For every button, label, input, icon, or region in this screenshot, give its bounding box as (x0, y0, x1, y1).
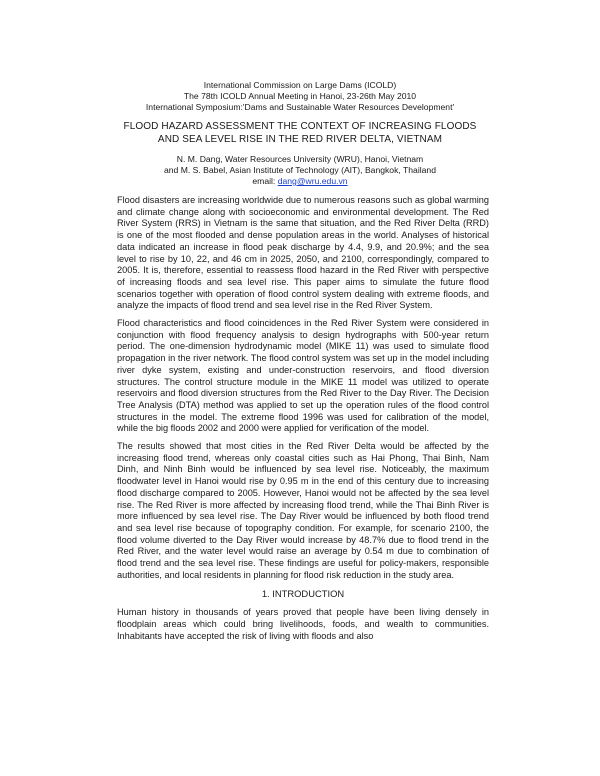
author-line-2: and M. S. Babel, Asian Institute of Technology (AIT), Bangkok, Thailand (164, 165, 436, 175)
introduction-paragraph: Human history in thousands of years proved that people have been living densely in floodplain areas which could bring livelihoods, foods, and wealth to communities. Inhabitants have accepted the risk of living with floods and also (117, 607, 489, 641)
email-label: email: (252, 176, 278, 186)
abstract-paragraph-3: The results showed that most cities in the Red River Delta would be affected by the increasing flood trend, whereas only coastal cities such as Hai Phong, Thai Binh, Nam Dinh, and Ninh Binh would be influenced by sea level rise. Noticeably, the maximum floodwater level in Hanoi would rise by 0.95 m in the end of this century due to increasing flood discharge compared to 2005. However, Hanoi would not be affected by the sea level rise. The Red River is more affected by increasing flood trend, while the Thai Binh River is more influenced by sea level rise. The Day River would be influenced by both flood trend and sea level rise because of topography condition. For example, for scenario 2100, the flood volume diverted to the Day River would increase by 48.7% due to flood trend in the Red River, and the water level would raise an average by 0.54 m due to combination of flood trend and the sea level rise. These findings are useful for policy-makers, responsible authorities, and local residents in planning for flood risk reduction in the study area. (117, 441, 489, 580)
header-line-2: The 78th ICOLD Annual Meeting in Hanoi, 23-26th May 2010 (183, 91, 417, 101)
header-line-1: International Commission on Large Dams (ICOLD) (203, 80, 397, 90)
abstract-paragraph-2: Flood characteristics and flood coincidences in the Red River System were considered in conjunction with flood frequency analysis to design hydrographs with 500-year return period. The one-dimension hydrodynamic model (MIKE 11) was used to simulate flood propagation in the river network. The flood control system was set up in the model including river dyke system, existing and under-construction reservoirs, and flood diversion structures. The control structure module in the MIKE 11 model was utilized to operate reservoirs and flood diversion structures from the Red River to the Day River. The Decision Tree Analysis (DTA) method was applied to set up the operation rules of the flood control structures in the model. The extreme flood 1996 was used for calibration of the model, while the big floods 2002 and 2000 were applied for verification of the model. (117, 318, 489, 434)
author-block (0, 154, 600, 187)
email-link[interactable]: dang@wru.edu.vn (277, 176, 348, 186)
email-line (0, 176, 600, 187)
paper-body (117, 195, 489, 642)
conference-header (0, 80, 600, 113)
paper-title (0, 121, 600, 146)
title-line-1: FLOOD HAZARD ASSESSMENT THE CONTEXT OF INCREASING FLOODS (123, 121, 477, 132)
section-heading-introduction: 1. INTRODUCTION (261, 587, 345, 599)
title-line-2: AND SEA LEVEL RISE IN THE RED RIVER DELTA, VIETNAM (157, 133, 443, 145)
header-line-3: International Symposium:'Dams and Sustainable Water Resources Development' (145, 102, 455, 112)
abstract-paragraph-1: Flood disasters are increasing worldwide due to numerous reasons such as global warming and climate change along with socioeconomic and environmental development. The Red River System (RRS) in Vietnam is the same that situation, and the Red River Delta (RRD) is one of the most flooded and dense population areas in the world. Analyses of historical data indicated an increase in flood peak discharge by 4.4, 9.9, and 20.9%; and the sea level to rise by 10, 22, and 46 cm in 2025, 2050, and 2100, correspondingly, compared to 2005. It is, therefore, essential to reassess flood hazard in the Red River with perspective of increasing floods and sea level rise. This paper aims to simulate the future flood scenarios together with operation of flood control system dealing with extreme floods, and analyze the impacts of flood trend and sea level rise in the Red River System. (117, 195, 489, 311)
author-line-1: N. M. Dang, Water Resources University (WRU), Hanoi, Vietnam (176, 154, 424, 164)
